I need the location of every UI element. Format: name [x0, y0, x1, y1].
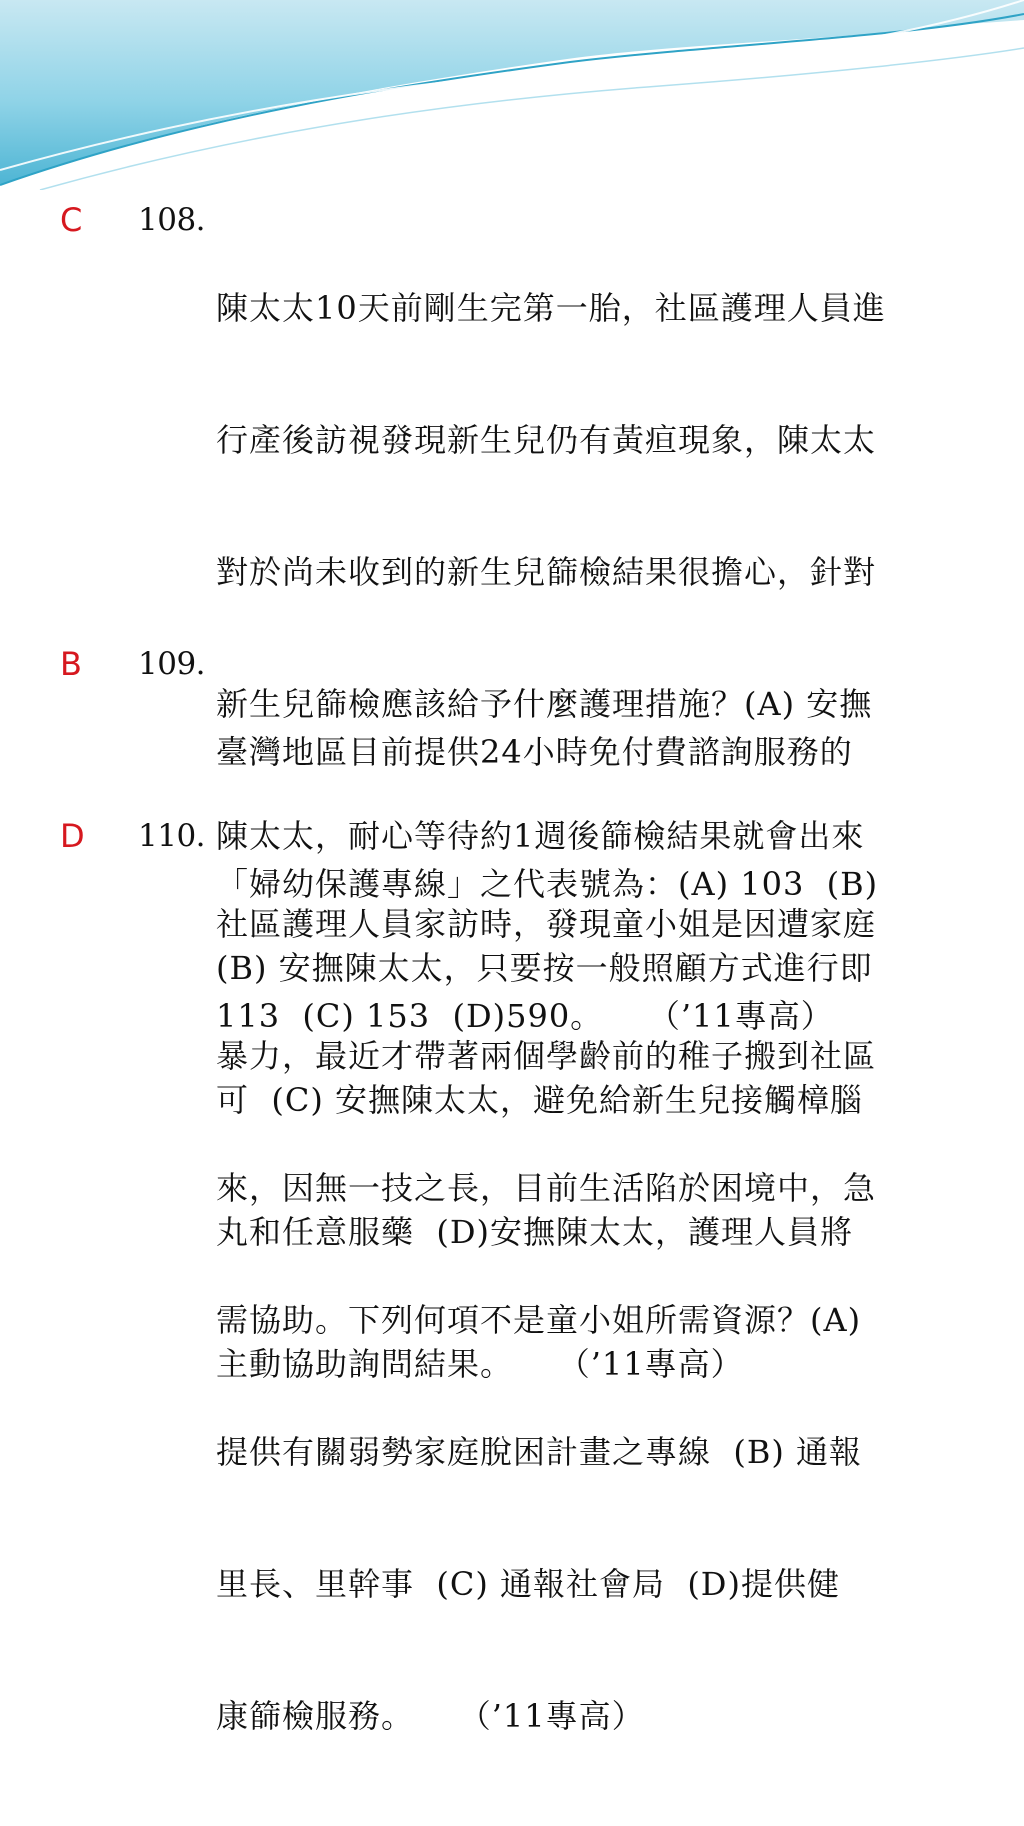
question-line: 康篩檢服務。 （’11專高） — [216, 1697, 645, 1735]
question-line: 需協助。下列何項不是童小姐所需資源？(A) — [216, 1301, 862, 1339]
question-line: 暴力，最近才帶著兩個學齡前的稚子搬到社區 — [216, 1037, 877, 1075]
question-line: 陳太太10天前剛生完第一胎，社區護理人員進 — [216, 289, 886, 327]
question-line: 陳太太，耐心等待約1週後篩檢結果就會出來 — [216, 817, 865, 855]
question-line: 對於尚未收到的新生兒篩檢結果很擔心，針對 — [216, 553, 877, 591]
question-line: 可 (C) 安撫陳太太，避免給新生兒接觸樟腦 — [216, 1081, 863, 1119]
answer-key: C — [60, 201, 83, 239]
question-number: 110. — [138, 818, 206, 854]
question-text — [216, 814, 976, 1826]
question-line: (B) 安撫陳太太，只要按一般照顧方式進行即 — [216, 949, 873, 987]
question-line: 提供有關弱勢家庭脫困計畫之專線 (B) 通報 — [216, 1433, 863, 1471]
answer-key: B — [60, 645, 82, 683]
question-line: 丸和任意服藥 (D)安撫陳太太，護理人員將 — [216, 1213, 853, 1251]
question-line: 臺灣地區目前提供24小時免付費諮詢服務的 — [216, 733, 853, 771]
question-line: 主動協助詢問結果。 （’11專高） — [216, 1345, 744, 1383]
question-line: 行產後訪視發現新生兒仍有黃疸現象，陳太太 — [216, 421, 877, 459]
question-line: 來，因無一技之長，目前生活陷於困境中，急 — [216, 1169, 877, 1207]
question-line: 社區護理人員家訪時，發現童小姐是因遭家庭 — [216, 905, 877, 943]
question-line: 里長、里幹事 (C) 通報社會局 (D)提供健 — [216, 1565, 840, 1603]
answer-key: D — [60, 817, 85, 855]
question-number: 109. — [138, 646, 206, 682]
question-line: 「婦幼保護專線」之代表號為：(A) 103 (B) — [216, 865, 879, 903]
decorative-wave-banner — [0, 0, 1024, 190]
question-line: 新生兒篩檢應該給予什麼護理措施？(A) 安撫 — [216, 685, 873, 723]
question-number: 108. — [138, 202, 206, 238]
question-line: 113 (C) 153 (D)590。 （’11專高） — [216, 997, 834, 1035]
